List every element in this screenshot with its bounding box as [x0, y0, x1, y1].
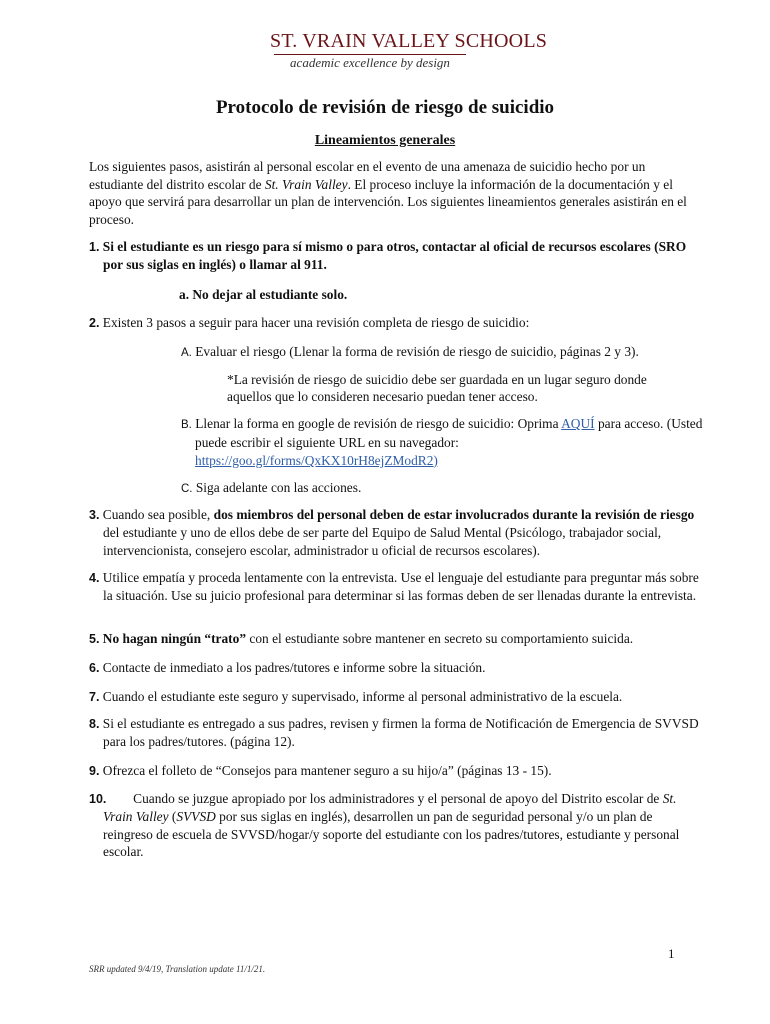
aqui-link[interactable]: AQUÍ [561, 416, 595, 431]
list-item-5: 5. No hagan ningún “trato” con el estudiante sobre mantener en secreto su comportamiento suicida. [89, 631, 634, 646]
logo-tagline: academic excellence by design [290, 55, 450, 70]
list-item-1a: a. No dejar al estudiante solo. [179, 287, 348, 302]
list-item-2: 2. Existen 3 pasos a seguir para hacer una revisión completa de riesgo de suicidio: [89, 315, 530, 330]
list-item-9: 9. Ofrezca el folleto de “Consejos para mantener seguro a su hijo/a” (páginas 13 - 15). [89, 763, 552, 778]
list-item-10: 10. Cuando se juzgue apropiado por los administradores y el personal de apoyo del Distrito escolar de St. Vrain Valley (SVVSD por sus siglas en inglés), desarrollen un pan de seguridad personal y/o un plan de reingreso de escuela de SVVSD/hogar/y soporte del estudiante con los padres/tutores, estudiante y personal escolar. [89, 791, 680, 860]
footer-note: SRR updated 9/4/19, Translation update 11/1/21. [89, 964, 266, 974]
list-item-2b: B. Llenar la forma en google de revisión de riesgo de suicidio: Oprima AQUÍ para acceso. (Usted puede escribir el siguiente URL en su navegador: https://goo.gl/forms/QxKX10rH8ejZModR2) [181, 416, 703, 468]
list-item-2a-note: *La revisión de riesgo de suicidio debe ser guardada en un lugar seguro donde aquellos que lo consideren necesario puedan tener acceso. [227, 372, 647, 405]
google-form-url-link[interactable]: https://goo.gl/forms/QxKX10rH8ejZModR2) [195, 452, 438, 468]
list-item-6: 6. Contacte de inmediato a los padres/tutores e informe sobre la situación. [89, 660, 486, 675]
list-item-4: 4. Utilice empatía y proceda lentamente con la entrevista. Use el lenguaje del estudiante para preguntar más sobre la situación. Use su juicio profesional para determinar si las formas deben de ser llenadas durante la entrevista. [89, 570, 699, 604]
list-item-8: 8. Si el estudiante es entregado a sus padres, revisen y firmen la forma de Notificación de Emergencia de SVVSD para los padres/tutores. (página 12). [89, 716, 699, 750]
logo-rule [274, 54, 466, 55]
list-item-7: 7. Cuando el estudiante este seguro y supervisado, informe al personal administrativo de la escuela. [89, 689, 623, 704]
section-subtitle: Lineamientos generales [314, 133, 456, 148]
list-item-2c: C. Siga adelante con las acciones. [181, 480, 362, 495]
intro-paragraph: Los siguientes pasos, asistirán al personal escolar en el evento de una amenaza de suicidio hecho por un estudiante del distrito escolar de St. Vrain Valley. El proceso incluye la información de la documentación y el apoyo que servirá para desarrollar un plan de intervención. Los siguientes lineamientos generales asistirán en el proceso. [89, 159, 687, 227]
school-logo [270, 30, 548, 70]
list-item-3: 3. Cuando sea posible, dos miembros del personal deben de estar involucrados durante la revisión de riesgo del estudiante y uno de ellos debe de ser parte del Equipo de Salud Mental (Psicólogo, trabajador social, intervencionista, consejero escolar, administrador u oficial de recursos escolares). [89, 507, 695, 558]
page-number: 1 [668, 946, 675, 961]
page-title: Protocolo de revisión de riesgo de suicidio [215, 97, 555, 118]
list-item-1: 1. Si el estudiante es un riesgo para sí mismo o para otros, contactar al oficial de recursos escolares (SRO por sus siglas en inglés) o llamar al 911. [89, 239, 687, 273]
list-item-2a: A. Evaluar el riesgo (Llenar la forma de revisión de riesgo de suicidio, páginas 2 y 3). [181, 344, 639, 359]
logo-name: ST. VRAIN VALLEY SCHOOLS [270, 30, 548, 52]
